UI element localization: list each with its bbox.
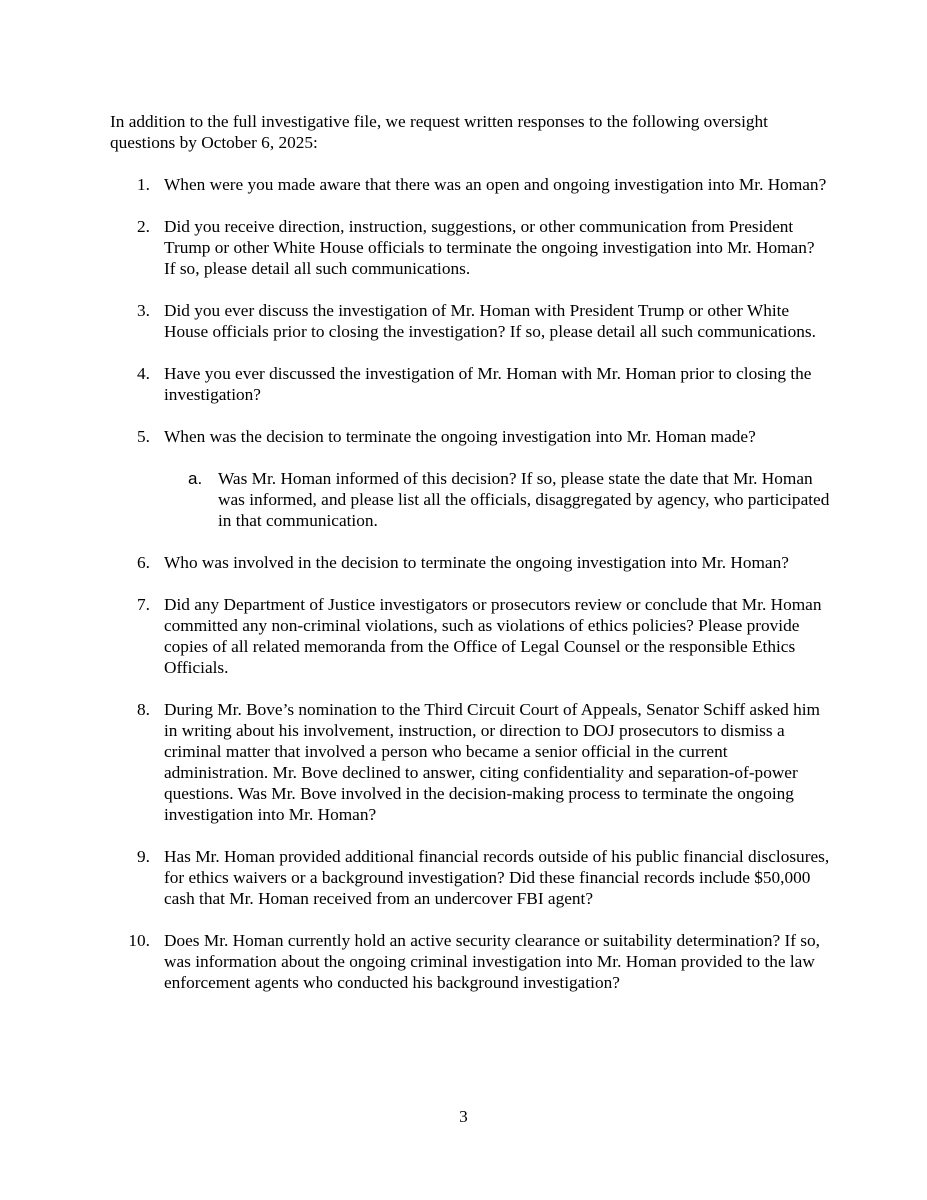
question-number: 5. [137,427,150,446]
question-1 [110,174,830,195]
intro-paragraph: In addition to the full investigative file, we request written responses to the following oversight questions by October 6, 2025: [110,112,768,152]
question-text: Who was involved in the decision to terminate the ongoing investigation into Mr. Homan? [164,553,789,572]
sub-question-a [188,468,830,531]
question-text: When were you made aware that there was an open and ongoing investigation into Mr. Homan? [164,175,827,194]
sub-question-letter: a. [188,469,203,488]
page-number: 3 [459,1107,468,1126]
question-number: 6. [137,553,150,572]
question-10 [110,930,830,993]
question-number: 4. [137,364,150,383]
question-list [110,174,830,1014]
question-number: 2. [137,217,150,236]
question-5 [110,426,830,531]
question-text: Did you ever discuss the investigation of Mr. Homan with President Trump or other White House officials prior to closing the investigation? If so, please detail all such communications. [164,301,816,341]
question-text: Did any Department of Justice investigators or prosecutors review or conclude that Mr. Homan committed any non-criminal violations, such as violations of ethics policies? Please provide copies of all related memoranda from the Office of Legal Counsel or the responsible Ethics Officials. [164,595,822,677]
question-text: Did you receive direction, instruction, suggestions, or other communication from President Trump or other White House officials to terminate the ongoing investigation into Mr. Homan? If so, please detail all such communications. [164,217,815,278]
question-number: 1. [137,175,150,194]
question-2 [110,216,830,279]
question-7 [110,594,830,678]
question-text: Has Mr. Homan provided additional financial records outside of his public financial disclosures, for ethics waivers or a background investigation? Did these financial records include $50,000 cash that Mr. Homan received from an undercover FBI agent? [164,847,830,908]
question-text: When was the decision to terminate the ongoing investigation into Mr. Homan made? [164,427,756,446]
question-text: Have you ever discussed the investigation of Mr. Homan with Mr. Homan prior to closing the investigation? [164,364,812,404]
question-text: During Mr. Bove’s nomination to the Third Circuit Court of Appeals, Senator Schiff asked him in writing about his involvement, instruction, or direction to DOJ prosecutors to dismiss a criminal matter that involved a person who became a senior official in the current administration. Mr. Bove declined to answer, citing confidentiality and separation-of-power questions. Was Mr. Bove involved in the decision-making process to terminate the ongoing investigation into Mr. Homan? [164,700,820,824]
question-number: 3. [137,301,150,320]
question-9 [110,846,830,909]
question-number: 7. [137,595,150,614]
question-number: 8. [137,700,150,719]
question-8 [110,699,830,825]
sub-question-text: Was Mr. Homan informed of this decision? If so, please state the date that Mr. Homan was informed, and please list all the officials, disaggregated by agency, who participated in that communication. [218,469,830,530]
question-number: 9. [137,847,150,866]
question-number: 10. [128,931,150,950]
question-4 [110,363,830,405]
sub-question-list [164,468,830,531]
question-text: Does Mr. Homan currently hold an active security clearance or suitability determination? If so, was information about the ongoing criminal investigation into Mr. Homan provided to the law enforcement agents who conducted his background investigation? [164,931,820,992]
question-3 [110,300,830,342]
question-6 [110,552,830,573]
